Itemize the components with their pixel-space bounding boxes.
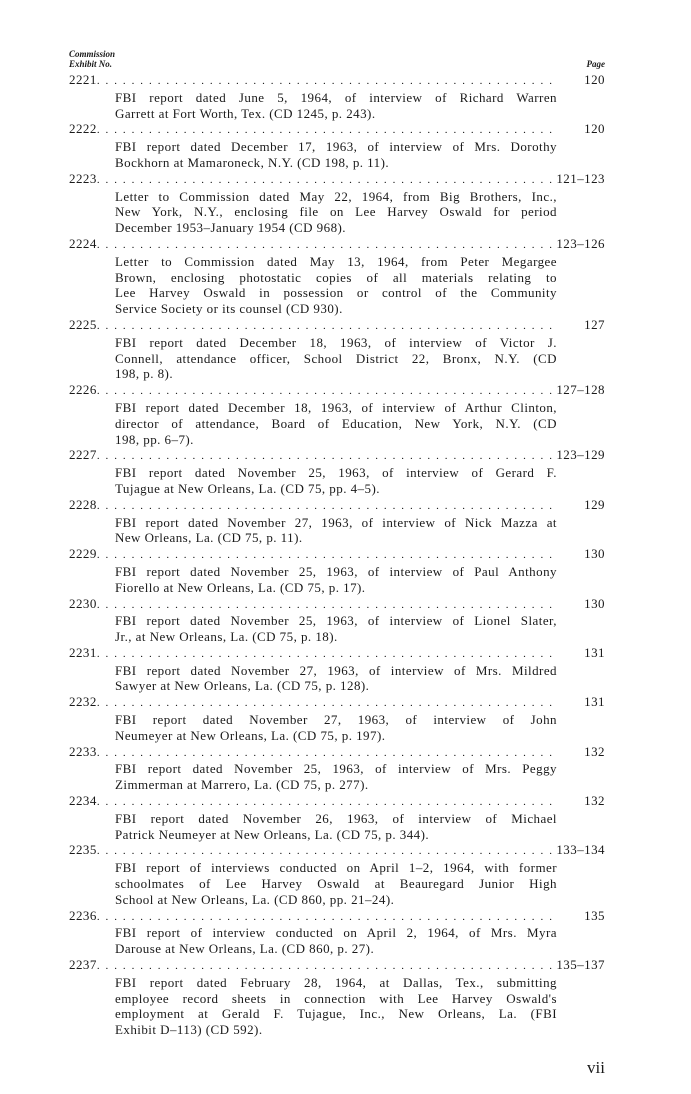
description-line: New Orleans, La. (CD 75, p. 11).: [115, 530, 303, 546]
dot-leader: [97, 382, 553, 400]
exhibit-entry: [69, 793, 605, 842]
entry-number-line: [69, 236, 605, 254]
description-line: Connell, attendance officer, School District 22, Bronx, N.Y. (CD: [115, 350, 557, 366]
description-line: FBI report dated November 27, 1963, of interview of John: [115, 712, 557, 728]
dot-leader: [97, 908, 555, 926]
dot-leader: [97, 447, 553, 465]
exhibit-entry: [69, 694, 605, 743]
entry-number-line: [69, 171, 605, 189]
page-folio: vii: [587, 1058, 605, 1077]
entry-number-line: [69, 382, 605, 400]
page-reference: 130: [584, 595, 605, 611]
entry-number-line: [69, 317, 605, 335]
exhibit-number: 2228: [69, 496, 97, 512]
exhibit-entry: [69, 596, 605, 645]
description-line: Exhibit D–113) (CD 592).: [115, 1022, 263, 1038]
description-line: FBI report dated December 17, 1963, of interview of Mrs. Dorothy: [115, 139, 557, 155]
dot-leader: [97, 596, 555, 614]
entry-description: [115, 925, 557, 957]
description-line: Lee Harvey Oswald in possession or control of the Community: [115, 285, 557, 301]
description-line: FBI report dated November 25, 1963, of interview of Gerard F.: [115, 465, 557, 481]
description-line: Bockhorn at Mamaroneck, N.Y. (CD 198, p. 11).: [115, 154, 390, 170]
entry-description: [115, 761, 557, 793]
entry-description: [115, 90, 557, 122]
entry-number-line: [69, 793, 605, 811]
dot-leader: [97, 645, 555, 663]
description-line: FBI report dated November 27, 1963, of interview of Nick Mazza at: [115, 514, 557, 530]
description-line: Darouse at New Orleans, La. (CD 860, p. 27).: [115, 941, 375, 957]
page-reference: 133–134: [556, 842, 605, 858]
exhibit-column-label-2: Exhibit No.: [69, 58, 113, 69]
entry-number-line: [69, 645, 605, 663]
description-line: Zimmerman at Marrero, La. (CD 75, p. 277).: [115, 777, 369, 793]
exhibit-column-label: Commission: [69, 49, 116, 59]
exhibit-number: 2230: [69, 595, 97, 611]
entry-number-line: [69, 447, 605, 465]
exhibit-entry: [69, 121, 605, 170]
description-line: December 1953–January 1954 (CD 968).: [115, 220, 347, 236]
exhibit-entry: [69, 744, 605, 793]
description-line: School at New Orleans, La. (CD 860, pp. 21–24).: [115, 891, 395, 907]
exhibit-number: 2226: [69, 382, 97, 398]
entry-description: [115, 663, 557, 695]
entry-number-line: [69, 72, 605, 90]
description-line: FBI report dated February 28, 1964, at Dallas, Tex., submitting: [115, 974, 557, 990]
dot-leader: [97, 793, 555, 811]
page-reference: 132: [584, 743, 605, 759]
entry-description: [115, 811, 557, 843]
exhibit-number: 2227: [69, 447, 97, 463]
entry-description: [115, 613, 557, 645]
page-reference: 121–123: [556, 170, 605, 186]
column-header: [69, 50, 605, 69]
entry-description: [115, 860, 557, 907]
description-line: Garrett at Fort Worth, Tex. (CD 1245, p. 243).: [115, 105, 376, 121]
entry-description: [115, 139, 557, 171]
exhibit-entry: [69, 317, 605, 382]
exhibit-entry: [69, 382, 605, 447]
dot-leader: [97, 497, 555, 515]
entry-number-line: [69, 596, 605, 614]
dot-leader: [97, 694, 555, 712]
dot-leader: [97, 957, 553, 975]
description-line: FBI report dated November 27, 1963, of interview of Mrs. Mildred: [115, 662, 557, 678]
entry-description: [115, 189, 557, 236]
entry-description: [115, 465, 557, 497]
exhibit-number: 2224: [69, 235, 97, 251]
exhibit-entry: [69, 908, 605, 957]
description-line: employment at Gerald F. Tujague, Inc., New Orleans, La. (FBI: [115, 1006, 557, 1022]
description-line: FBI report dated June 5, 1964, of interview of Richard Warren: [115, 89, 557, 105]
dot-leader: [97, 842, 553, 860]
page-reference: 127: [584, 316, 605, 332]
entry-number-line: [69, 694, 605, 712]
description-line: Letter to Commission dated May 22, 1964, from Big Brothers, Inc.,: [115, 188, 557, 204]
description-line: FBI report dated December 18, 1963, of interview of Arthur Clinton,: [115, 399, 557, 415]
page-reference: 132: [584, 793, 605, 809]
exhibit-number: 2235: [69, 842, 97, 858]
exhibit-number: 2225: [69, 316, 97, 332]
entry-number-line: [69, 121, 605, 139]
description-line: director of attendance, Board of Education, New York, N.Y. (CD: [115, 415, 557, 431]
description-line: Jr., at New Orleans, La. (CD 75, p. 18).: [115, 629, 338, 645]
exhibit-number: 2232: [69, 694, 97, 710]
exhibit-number: 2223: [69, 170, 97, 186]
dot-leader: [97, 317, 555, 335]
exhibit-number: 2222: [69, 121, 97, 137]
dot-leader: [97, 236, 553, 254]
entry-description: [115, 335, 557, 382]
entry-description: [115, 400, 557, 447]
entry-number-line: [69, 957, 605, 975]
page-reference: 120: [584, 72, 605, 87]
description-line: FBI report of interviews conducted on April 1–2, 1964, with former: [115, 860, 557, 876]
exhibit-number: 2221: [69, 72, 97, 87]
dot-leader: [97, 744, 555, 762]
description-line: schoolmates of Lee Harvey Oswald at Beauregard Junior High: [115, 876, 557, 892]
description-line: FBI report of interview conducted on April 2, 1964, of Mrs. Myra: [115, 925, 557, 941]
description-line: FBI report dated November 25, 1963, of interview of Mrs. Peggy: [115, 761, 557, 777]
entry-description: [115, 254, 557, 317]
description-line: 198, pp. 6–7).: [115, 431, 194, 447]
exhibit-entry: [69, 645, 605, 694]
entry-number-line: [69, 546, 605, 564]
dot-leader: [97, 121, 555, 139]
page-reference: 127–128: [556, 382, 605, 398]
page-reference: 135–137: [556, 957, 605, 973]
exhibit-entry: [69, 236, 605, 317]
description-line: employee record sheets in connection with Lee Harvey Oswald's: [115, 990, 557, 1006]
dot-leader: [97, 171, 553, 189]
page-reference: 129: [584, 496, 605, 512]
entry-number-line: [69, 744, 605, 762]
page-reference: 120: [584, 121, 605, 137]
exhibit-entry: [69, 447, 605, 496]
exhibit-entry: [69, 497, 605, 546]
page-reference: 123–129: [556, 447, 605, 463]
description-line: FBI report dated November 25, 1963, of interview of Lionel Slater,: [115, 613, 557, 629]
description-line: Patrick Neumeyer at New Orleans, La. (CD 75, p. 344).: [115, 826, 430, 842]
page-reference: 123–126: [556, 235, 605, 251]
exhibit-number: 2233: [69, 743, 97, 759]
exhibit-entry: [69, 171, 605, 236]
entry-number-line: [69, 908, 605, 926]
entry-number-line: [69, 497, 605, 515]
description-line: FBI report dated November 25, 1963, of interview of Paul Anthony: [115, 563, 557, 579]
exhibit-list: [69, 72, 605, 1038]
page-reference: 131: [584, 644, 605, 660]
entry-number-line: [69, 842, 605, 860]
entry-description: [115, 564, 557, 596]
page-reference: 131: [584, 694, 605, 710]
description-line: Letter to Commission dated May 13, 1964, from Peter Megargee: [115, 253, 557, 269]
description-line: Brown, enclosing photostatic copies of all materials relating to: [115, 269, 557, 285]
description-line: Service Society or its counsel (CD 930).: [115, 301, 343, 317]
exhibit-number: 2229: [69, 546, 97, 562]
exhibit-number: 2237: [69, 957, 97, 973]
exhibit-number: 2234: [69, 793, 97, 809]
description-line: Fiorello at New Orleans, La. (CD 75, p. 17).: [115, 579, 366, 595]
description-line: FBI report dated December 18, 1963, of interview of Victor J.: [115, 334, 557, 350]
entry-description: [115, 712, 557, 744]
description-line: Neumeyer at New Orleans, La. (CD 75, p. 197).: [115, 727, 386, 743]
exhibit-number: 2236: [69, 907, 97, 923]
exhibit-entry: [69, 546, 605, 595]
dot-leader: [97, 546, 555, 564]
entry-description: [115, 975, 557, 1038]
exhibit-entry: [69, 842, 605, 907]
description-line: 198, p. 8).: [115, 366, 174, 382]
exhibit-entry: [69, 72, 605, 121]
description-line: Tujague at New Orleans, La. (CD 75, pp. 4–5).: [115, 480, 380, 496]
page-reference: 130: [584, 546, 605, 562]
description-line: Sawyer at New Orleans, La. (CD 75, p. 128).: [115, 678, 370, 694]
page-column-label: Page: [586, 59, 605, 69]
description-line: FBI report dated November 26, 1963, of interview of Michael: [115, 810, 557, 826]
exhibit-entry: [69, 957, 605, 1038]
exhibit-number: 2231: [69, 644, 97, 660]
entry-description: [115, 515, 557, 547]
page-reference: 135: [584, 907, 605, 923]
dot-leader: [97, 72, 555, 90]
description-line: New York, N.Y., enclosing file on Lee Harvey Oswald for period: [115, 204, 557, 220]
